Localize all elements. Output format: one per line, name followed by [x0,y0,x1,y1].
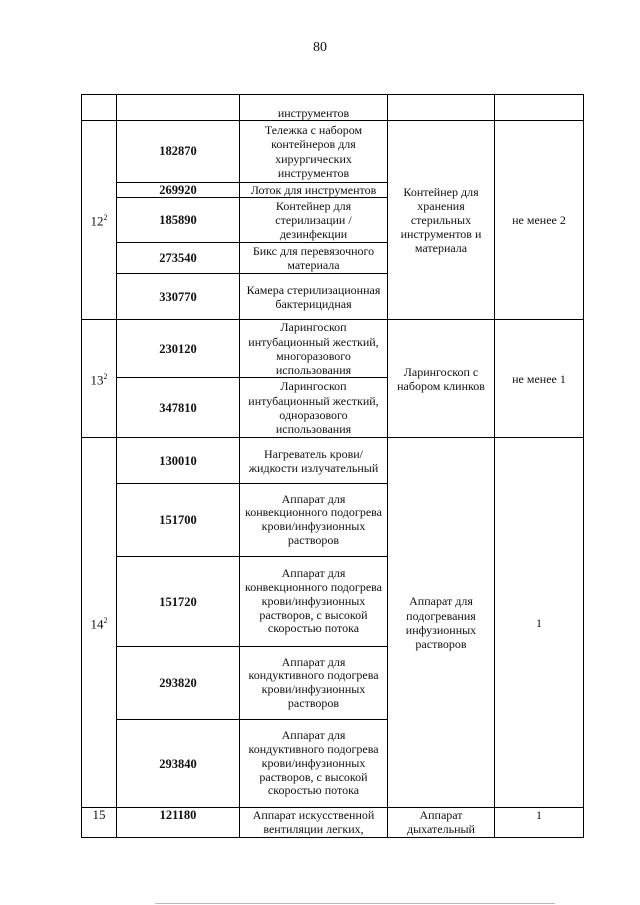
name-cell: Аппарат для кондуктивного подогрева крови/инфузионных растворов [240,647,388,720]
name-cell [240,95,388,121]
name-cell: Контейнер для стерилизации /дезинфекции [240,198,388,243]
device-cell: Аппарат дыхательный [388,808,495,837]
code-cell: 330770 [117,274,240,320]
row-number-cell [82,121,117,320]
name-cell: Ларингоскоп интубационный жесткий, одноразового использования [240,378,388,438]
name-cell: Камера стерилизационная бактерицидная [240,274,388,320]
table-row [82,95,584,121]
row-number: 12 [90,213,104,229]
row-number-sup: 2 [103,213,108,223]
row-number: 13 [90,372,104,388]
row-number-cell [82,808,117,837]
name-cell: Бикс для перевязочного материала [240,243,388,274]
name-cell: Аппарат для кондуктивного подогрева крови/инфузионных растворов, с высокой скоростью потока [240,720,388,808]
equipment-table [81,94,584,838]
row-number-cell [82,320,117,438]
code-cell: 293840 [117,720,240,808]
code-cell: 121180 [117,808,240,837]
code-cell: 269920 [117,183,240,198]
row-number: 15 [92,807,106,823]
table-row [82,121,584,183]
device-cell: Ларингоскоп с набором клинков [388,320,495,438]
code-cell: 185890 [117,198,240,243]
qty-cell [495,95,584,121]
table-row [82,438,584,484]
device-cell: Аппарат для подогревания инфузионных растворов [388,438,495,808]
device-cell [388,95,495,121]
code-cell: 151700 [117,484,240,557]
qty-cell: не менее 1 [495,320,584,438]
device-cell: Контейнер для хранения стерильных инструментов и материала [388,121,495,320]
name-cell: Ларингоскоп интубационный жесткий, многоразового использования [240,320,388,378]
code-cell: 230120 [117,320,240,378]
scan-edge-divider [155,903,555,904]
row-number-sup: 2 [103,615,108,625]
name-cell: Тележка с набором контейнеров для хирургических инструментов [240,121,388,183]
name-cell: Аппарат для конвекционного подогрева крови/инфузионных растворов, с высокой скоростью потока [240,557,388,647]
name-cell: Нагреватель крови/жидкости излучательный [240,438,388,484]
code-cell: 151720 [117,557,240,647]
row-number-cell [82,95,117,121]
row-number-cell [82,438,117,808]
code-cell: 293820 [117,647,240,720]
name-cell: Аппарат искусственной вентиляции легких, [240,808,388,837]
code-cell: 182870 [117,121,240,183]
table-row [82,808,584,837]
qty-cell: не менее 2 [495,121,584,320]
row-number-sup: 2 [103,371,108,381]
name-cell: Аппарат для конвекционного подогрева крови/инфузионных растворов [240,484,388,557]
name-cell: Лоток для инструментов [240,183,388,198]
code-cell: 273540 [117,243,240,274]
code-cell: 130010 [117,438,240,484]
code-cell: 347810 [117,378,240,438]
code-cell [117,95,240,121]
qty-cell: 1 [495,438,584,808]
page-number: 80 [313,40,327,55]
table-row [82,320,584,378]
qty-cell: 1 [495,808,584,837]
row-number: 14 [90,616,104,632]
item-name: инструментов [277,105,350,120]
